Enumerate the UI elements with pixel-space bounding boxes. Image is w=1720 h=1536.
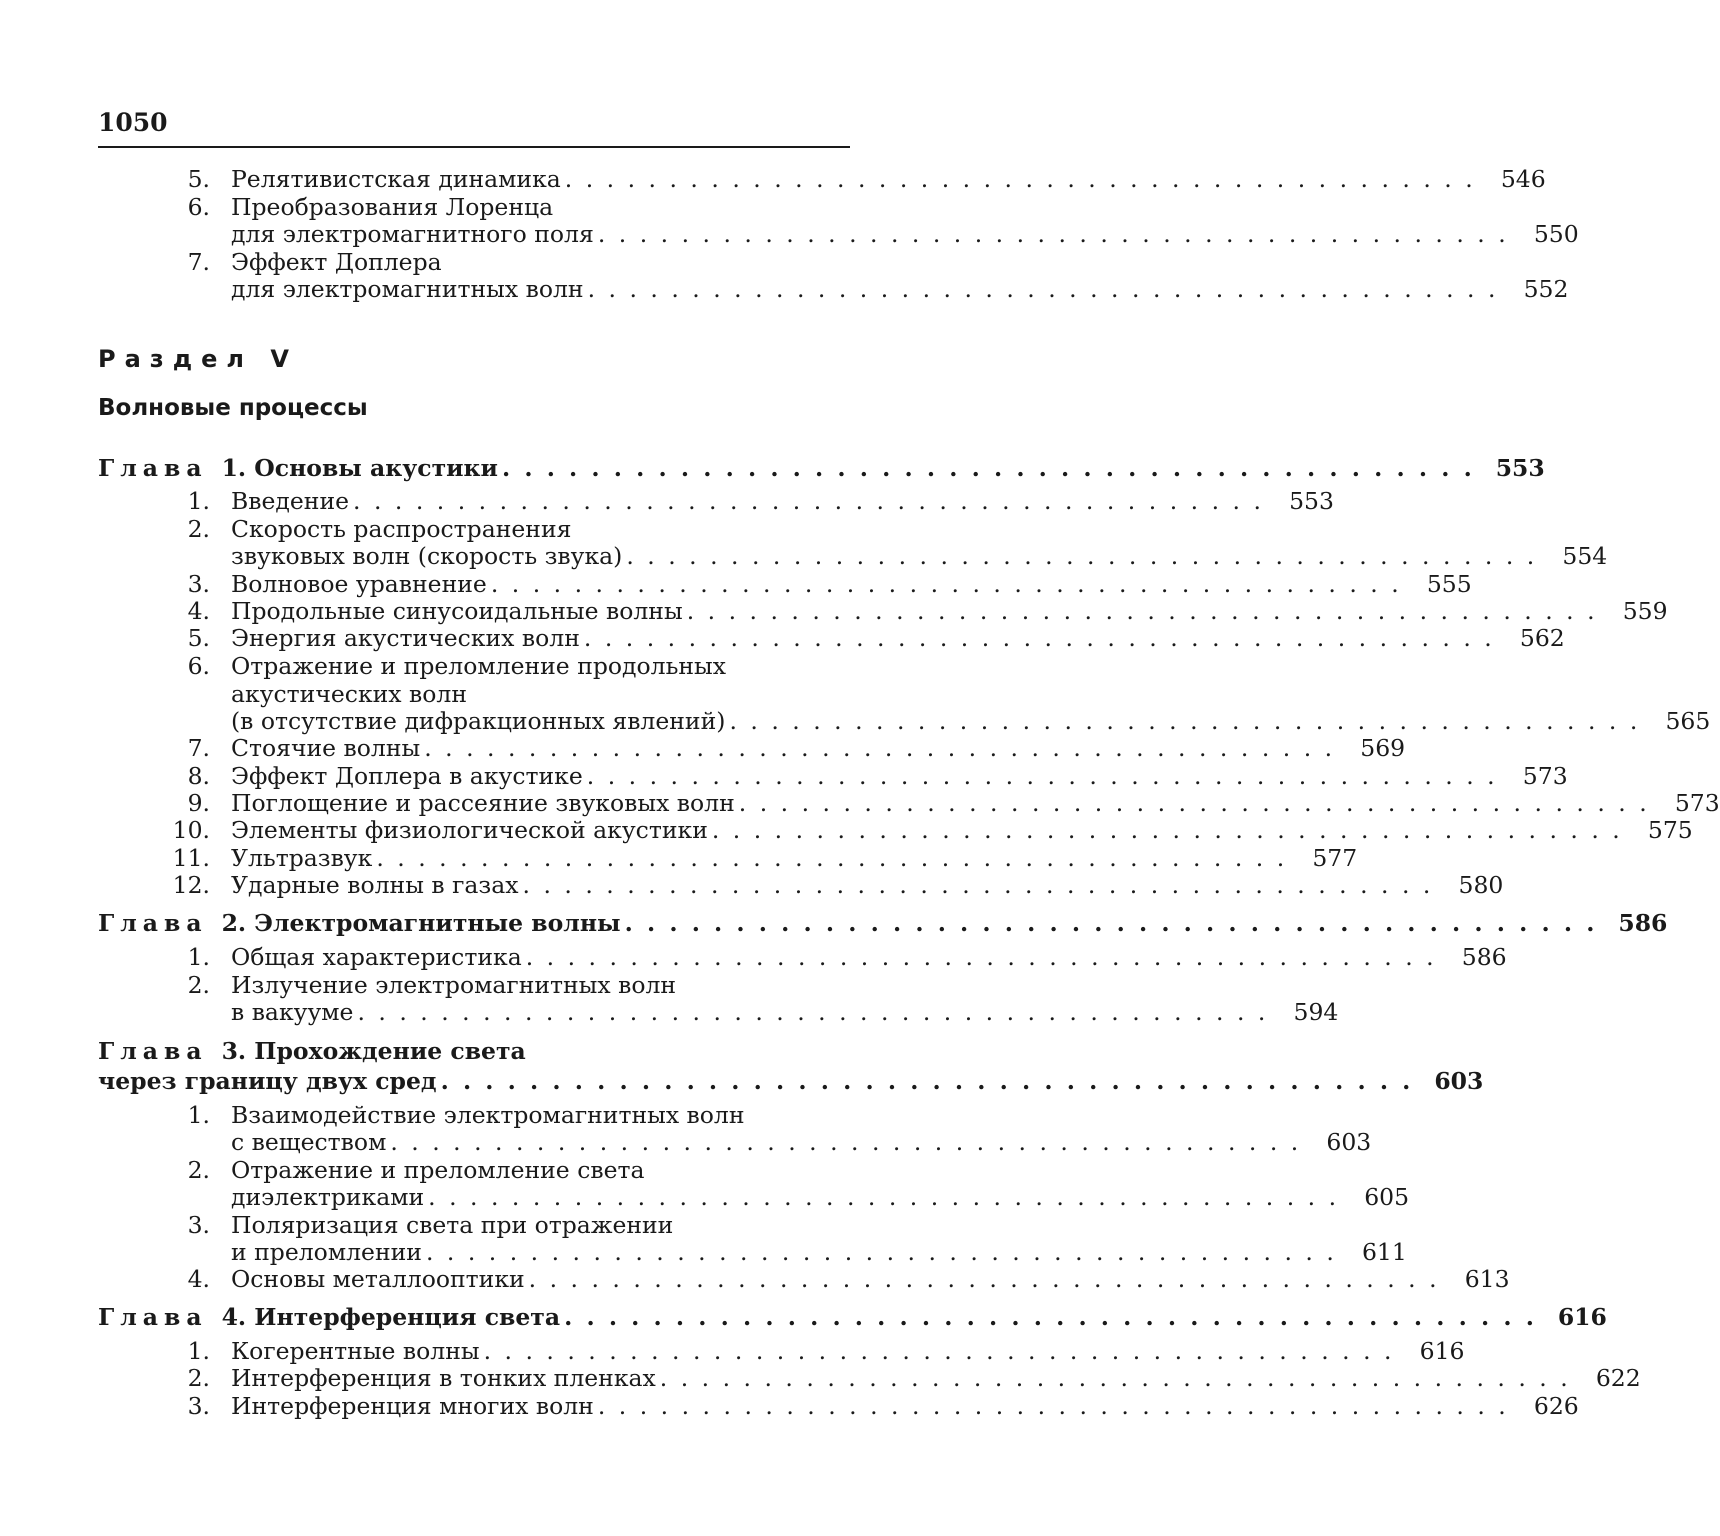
- entry-title: Интерференция многих волн: [231, 1392, 594, 1420]
- entry-number: 1.: [187, 487, 210, 515]
- page-ref[interactable]: 616: [1419, 1337, 1465, 1365]
- entry-title: акустических волн: [231, 680, 467, 708]
- section-title: Волновые процессы: [98, 395, 368, 421]
- entry-number: 5.: [187, 624, 210, 652]
- dot-leader: . . . . . . . . . . . . . . . . . . . . . . . . . . . . . . . . . . . . . . . . . . . .: [626, 542, 1538, 570]
- page-ref[interactable]: 616: [1557, 1303, 1607, 1331]
- entry-line: [98, 1364, 1641, 1392]
- entry-title: для электромагнитного поля: [231, 220, 594, 248]
- entry-title: Взаимодействие электромагнитных волн: [231, 1101, 745, 1129]
- entry-title: Волновое уравнение: [231, 570, 487, 598]
- page-ref[interactable]: 594: [1293, 998, 1339, 1026]
- entry-line: [98, 998, 1339, 1026]
- entry-line: [98, 1156, 850, 1184]
- entry-line: [98, 248, 850, 276]
- entry-line: [98, 1337, 1465, 1365]
- entry-number: 6.: [187, 652, 210, 680]
- dot-leader: . . . . . . . . . . . . . . . . . . . . . . . . . . . . . . . . . . . . . . . . . . . .: [522, 871, 1434, 899]
- entry-text-line: [231, 1156, 850, 1184]
- entry-text-line: [231, 871, 1504, 899]
- entry-text-line: [231, 816, 1693, 844]
- entry-text-line: [231, 1183, 1410, 1211]
- entry-line: [98, 652, 850, 680]
- page-ref[interactable]: 573: [1522, 762, 1568, 790]
- entry-line: [98, 680, 850, 708]
- entry-number: 2.: [187, 1156, 210, 1184]
- chapter-prefix: Глава: [98, 909, 208, 937]
- entry-number: 3.: [187, 1392, 210, 1420]
- page-ref[interactable]: 546: [1500, 165, 1546, 193]
- entry-line: [98, 220, 1579, 248]
- dot-leader: . . . . . . . . . . . . . . . . . . . . . . . . . . . . . . . . . . . . . . . . . . . .: [490, 570, 1402, 598]
- entry-line: [98, 1211, 850, 1239]
- entry-line: [98, 1067, 1484, 1095]
- entry-text-line: [231, 275, 1569, 303]
- dot-leader: . . . . . . . . . . . . . . . . . . . . . . . . . . . . . . . . . . . . . . . . . . . .: [564, 1303, 1537, 1331]
- entry-title: Интерференция в тонких пленках: [231, 1364, 656, 1392]
- entry-number: 11.: [172, 844, 210, 872]
- entry-line: [98, 734, 1406, 762]
- page-ref[interactable]: 580: [1458, 871, 1504, 899]
- entry-title: Элементы физиологической акустики: [231, 816, 708, 844]
- entry-title: диэлектриками: [231, 1183, 425, 1211]
- dot-leader: . . . . . . . . . . . . . . . . . . . . . . . . . . . . . . . . . . . . . . . . . . . .: [390, 1128, 1302, 1156]
- entry-line: [98, 1238, 1407, 1266]
- entry-text-line: [231, 1392, 1579, 1420]
- page-ref[interactable]: 554: [1562, 542, 1608, 570]
- dot-leader: . . . . . . . . . . . . . . . . . . . . . . . . . . . . . . . . . . . . . . . . . . . .: [525, 943, 1437, 971]
- page-ref[interactable]: 611: [1361, 1238, 1407, 1266]
- entry-text-line: [231, 1101, 850, 1129]
- dot-leader: . . . . . . . . . . . . . . . . . . . . . . . . . . . . . . . . . . . . . . . . . . . .: [424, 734, 1336, 762]
- entry-number: 10.: [172, 816, 210, 844]
- entry-title: Поляризация света при отражении: [231, 1211, 674, 1239]
- entry-title: Общая характеристика: [231, 943, 522, 971]
- entry-text-line: [231, 943, 1507, 971]
- dot-leader: . . . . . . . . . . . . . . . . . . . . . . . . . . . . . . . . . . . . . . . . . . . .: [501, 454, 1475, 482]
- entry-title: Эффект Доплера в акустике: [231, 762, 583, 790]
- page-ref[interactable]: 559: [1622, 597, 1668, 625]
- entry-title: для электромагнитных волн: [231, 275, 584, 303]
- section-label: Раздел V: [98, 345, 298, 373]
- entry-text-line: [231, 1128, 1372, 1156]
- entry-title: Введение: [231, 487, 350, 515]
- entry-title: Преобразования Лоренца: [231, 193, 554, 221]
- entry-text-line: [231, 762, 1568, 790]
- dot-leader: . . . . . . . . . . . . . . . . . . . . . . . . . . . . . . . . . . . . . . . . . . . .: [711, 816, 1623, 844]
- entry-text-line: [231, 680, 850, 708]
- dot-leader: . . . . . . . . . . . . . . . . . . . . . . . . . . . . . . . . . . . . . . . . . . . .: [738, 789, 1650, 817]
- dot-leader: . . . . . . . . . . . . . . . . . . . . . . . . . . . . . . . . . . . . . . . . . . . .: [528, 1265, 1440, 1293]
- entry-line: [98, 707, 1711, 735]
- entry-text-line: [98, 1303, 1607, 1331]
- page-ref[interactable]: 613: [1464, 1265, 1510, 1293]
- entry-text-line: [231, 515, 850, 543]
- page-ref[interactable]: 553: [1495, 454, 1545, 482]
- dot-leader: . . . . . . . . . . . . . . . . . . . . . . . . . . . . . . . . . . . . . . . . . . . .: [428, 1183, 1340, 1211]
- dot-leader: . . . . . . . . . . . . . . . . . . . . . . . . . . . . . . . . . . . . . . . . . . . .: [624, 909, 1598, 937]
- entry-line: [98, 1303, 1607, 1331]
- entry-title: Стоячие волны: [231, 734, 421, 762]
- entry-text-line: [231, 1238, 1407, 1266]
- entry-title: Эффект Доплера: [231, 248, 442, 276]
- entry-text-line: [231, 165, 1546, 193]
- entry-number: 9.: [187, 789, 210, 817]
- page-ref[interactable]: 565: [1665, 707, 1711, 735]
- page-ref[interactable]: 550: [1533, 220, 1579, 248]
- entry-number: 7.: [187, 248, 210, 276]
- entry-line: [98, 570, 1472, 598]
- dot-leader: . . . . . . . . . . . . . . . . . . . . . . . . . . . . . . . . . . . . . . . . . . . .: [597, 220, 1509, 248]
- page-ref[interactable]: 586: [1461, 943, 1507, 971]
- entry-title: в вакууме: [231, 998, 354, 1026]
- entry-line: [98, 542, 1608, 570]
- entry-number: 2.: [187, 515, 210, 543]
- dot-leader: . . . . . . . . . . . . . . . . . . . . . . . . . . . . . . . . . . . . . . . . . . . .: [586, 762, 1498, 790]
- entry-title: Отражение и преломление продольных: [231, 652, 727, 680]
- entry-line: [98, 871, 1504, 899]
- entry-text-line: [231, 542, 1608, 570]
- chapter-prefix: Глава: [98, 1303, 208, 1331]
- page-ref[interactable]: 603: [1434, 1067, 1484, 1095]
- entry-text-line: [231, 193, 850, 221]
- dot-leader: . . . . . . . . . . . . . . . . . . . . . . . . . . . . . . . . . . . . . . . . . . . .: [564, 165, 1476, 193]
- entry-title: Энергия акустических волн: [231, 624, 580, 652]
- entry-line: [98, 275, 1569, 303]
- page-ref[interactable]: 552: [1523, 275, 1569, 303]
- dot-leader: . . . . . . . . . . . . . . . . . . . . . . . . . . . . . . . . . . . . . . . . . . . .: [597, 1392, 1509, 1420]
- chapter-title: 2. Электромагнитные волны: [221, 909, 621, 937]
- entry-text-line: [98, 909, 1668, 937]
- entry-text-line: [98, 1067, 1484, 1095]
- chapter-title: 4. Интерференция света: [221, 1303, 561, 1331]
- entry-number: 1.: [187, 1337, 210, 1365]
- entry-title: Релятивистская динамика: [231, 165, 561, 193]
- entry-title: Отражение и преломление света: [231, 1156, 645, 1184]
- entry-line: [98, 909, 1668, 937]
- dot-leader: . . . . . . . . . . . . . . . . . . . . . . . . . . . . . . . . . . . . . . . . . . . .: [376, 844, 1288, 872]
- entry-number: 7.: [187, 734, 210, 762]
- entry-text-line: [231, 789, 1720, 817]
- dot-leader: . . . . . . . . . . . . . . . . . . . . . . . . . . . . . . . . . . . . . . . . . . . .: [483, 1337, 1395, 1365]
- entry-number: 4.: [187, 1265, 210, 1293]
- entry-title: Скорость распространения: [231, 515, 572, 543]
- entry-line: [98, 762, 1568, 790]
- chapter-prefix: Глава: [98, 1037, 208, 1065]
- entry-text-line: [231, 487, 1334, 515]
- entry-number: 4.: [187, 597, 210, 625]
- chapter-title: через границу двух сред: [98, 1067, 437, 1095]
- entry-line: [98, 165, 1546, 193]
- entry-line: [98, 454, 1545, 482]
- entry-line: [98, 1037, 850, 1065]
- entry-title: Основы металлооптики: [231, 1265, 525, 1293]
- entry-text-line: [231, 707, 1711, 735]
- entry-line: [98, 193, 850, 221]
- dot-leader: . . . . . . . . . . . . . . . . . . . . . . . . . . . . . . . . . . . . . . . . . . . .: [440, 1067, 1414, 1095]
- entry-text-line: [231, 652, 850, 680]
- entry-line: [98, 597, 1668, 625]
- entry-line: [98, 844, 1358, 872]
- entry-number: 1.: [187, 943, 210, 971]
- entry-text-line: [231, 1364, 1641, 1392]
- entry-number: 3.: [187, 570, 210, 598]
- entry-text-line: [231, 1265, 1510, 1293]
- dot-leader: . . . . . . . . . . . . . . . . . . . . . . . . . . . . . . . . . . . . . . . . . . . .: [357, 998, 1269, 1026]
- page-ref[interactable]: 626: [1533, 1392, 1579, 1420]
- entry-text-line: [231, 624, 1565, 652]
- page-ref[interactable]: 569: [1360, 734, 1406, 762]
- page-ref[interactable]: 605: [1364, 1183, 1410, 1211]
- dot-leader: . . . . . . . . . . . . . . . . . . . . . . . . . . . . . . . . . . . . . . . . . . . .: [425, 1238, 1337, 1266]
- page-ref[interactable]: 575: [1647, 816, 1693, 844]
- entry-title: и преломлении: [231, 1238, 422, 1266]
- entry-text-line: [231, 971, 850, 999]
- entry-title: Ультразвук: [231, 844, 373, 872]
- entry-title: (в отсутствие дифракционных явлений): [231, 707, 726, 735]
- entry-line: [98, 515, 850, 543]
- entry-number: 12.: [172, 871, 210, 899]
- entry-text-line: [231, 570, 1472, 598]
- page-ref[interactable]: 553: [1289, 487, 1334, 515]
- entry-text-line: [231, 597, 1668, 625]
- page-number: 1050: [98, 108, 168, 137]
- entry-line: [98, 1128, 1372, 1156]
- entry-text-line: [231, 998, 1339, 1026]
- entry-title: с веществом: [231, 1128, 387, 1156]
- entry-title: Ударные волны в газах: [231, 871, 519, 899]
- entry-text-line: [231, 1211, 850, 1239]
- page-ref[interactable]: 622: [1595, 1364, 1641, 1392]
- entry-number: 1.: [187, 1101, 210, 1129]
- entry-text-line: [231, 248, 850, 276]
- page-ref[interactable]: 573: [1674, 789, 1720, 817]
- entry-title: звуковых волн (скорость звука): [231, 542, 623, 570]
- entry-line: [98, 1265, 1510, 1293]
- dot-leader: . . . . . . . . . . . . . . . . . . . . . . . . . . . . . . . . . . . . . . . . . . . .: [686, 597, 1598, 625]
- entry-text-line: [231, 220, 1579, 248]
- entry-line: [98, 1392, 1579, 1420]
- entry-line: [98, 1101, 850, 1129]
- entry-text-line: [231, 734, 1406, 762]
- page-ref[interactable]: 603: [1326, 1128, 1372, 1156]
- page-ref[interactable]: 555: [1426, 570, 1472, 598]
- page-ref[interactable]: 577: [1312, 844, 1358, 872]
- dot-leader: . . . . . . . . . . . . . . . . . . . . . . . . . . . . . . . . . . . . . . . . . . . .: [353, 487, 1264, 515]
- dot-leader: . . . . . . . . . . . . . . . . . . . . . . . . . . . . . . . . . . . . . . . . . . . .: [659, 1364, 1571, 1392]
- entry-number: 2.: [187, 1364, 210, 1392]
- chapter-title: 1. Основы акустики: [221, 454, 498, 482]
- entry-text-line: [98, 454, 1545, 482]
- entry-line: [98, 816, 1693, 844]
- entry-number: 8.: [187, 762, 210, 790]
- chapter-title: 3. Прохождение света: [221, 1037, 526, 1065]
- entry-title: Излучение электромагнитных волн: [231, 971, 677, 999]
- entry-line: [98, 624, 1565, 652]
- entry-title: Продольные синусоидальные волны: [231, 597, 683, 625]
- entry-number: 6.: [187, 193, 210, 221]
- entry-title: Поглощение и рассеяние звуковых волн: [231, 789, 735, 817]
- page-ref[interactable]: 586: [1618, 909, 1668, 937]
- dot-leader: . . . . . . . . . . . . . . . . . . . . . . . . . . . . . . . . . . . . . . . . . . . .: [583, 624, 1495, 652]
- entry-title: Когерентные волны: [231, 1337, 480, 1365]
- entry-line: [98, 971, 850, 999]
- entry-text-line: [98, 1037, 850, 1065]
- entry-line: [98, 789, 1720, 817]
- entry-number: 2.: [187, 971, 210, 999]
- entry-number: 5.: [187, 165, 210, 193]
- entry-line: [98, 943, 1507, 971]
- entry-line: [98, 487, 1334, 515]
- entry-text-line: [231, 844, 1358, 872]
- entry-text-line: [231, 1337, 1465, 1365]
- header-rule: [98, 146, 850, 148]
- dot-leader: . . . . . . . . . . . . . . . . . . . . . . . . . . . . . . . . . . . . . . . . . . . .: [729, 707, 1641, 735]
- entry-number: 3.: [187, 1211, 210, 1239]
- page-ref[interactable]: 562: [1519, 624, 1565, 652]
- chapter-prefix: Глава: [98, 454, 208, 482]
- entry-line: [98, 1183, 1410, 1211]
- dot-leader: . . . . . . . . . . . . . . . . . . . . . . . . . . . . . . . . . . . . . . . . . . . .: [587, 275, 1499, 303]
